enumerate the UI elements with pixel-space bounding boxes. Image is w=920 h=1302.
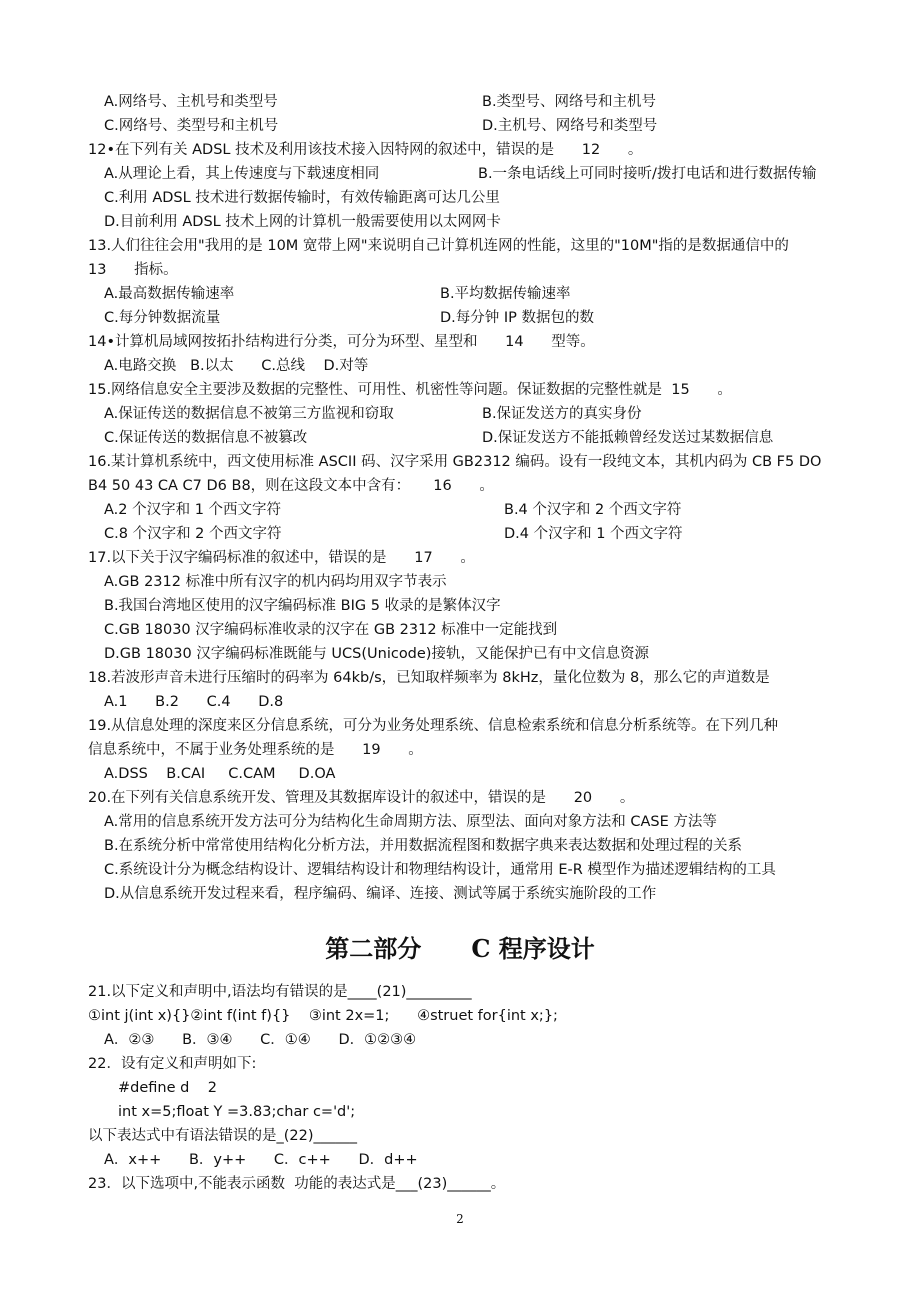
text-line: B.我国台湾地区使用的汉字编码标准 BIG 5 收录的是繁体汉字 bbox=[104, 598, 501, 614]
text-line: A.从理论上看，其上传速度与下载速度相同 bbox=[104, 166, 380, 182]
text-line: 17.以下关于汉字编码标准的叙述中，错误的是 17 。 bbox=[88, 550, 475, 566]
text-line: ①int j(int x){}②int f(int f){} ③int 2x=1; ④struet for{int x;}; bbox=[88, 1008, 558, 1024]
text-line: 16.某计算机系统中，西文使用标准 ASCII 码、汉字采用 GB2312 编码。设有一段纯文本，其机内码为 CB F5 DO bbox=[88, 454, 822, 470]
text-line: D.目前利用 ADSL 技术上网的计算机一般需要使用以太网网卡 bbox=[104, 214, 501, 230]
text-line: C.GB 18030 汉字编码标准收录的汉字在 GB 2312 标准中一定能找到 bbox=[104, 622, 558, 638]
text-line: 19.从信息处理的深度来区分信息系统，可分为业务处理系统、信息检索系统和信息分析系统等。在下列几种 bbox=[88, 718, 779, 734]
text-line: D.每分钟 IP 数据包的数 bbox=[440, 310, 595, 326]
text-line: 以下表达式中有语法错误的是_(22)______ bbox=[88, 1128, 358, 1144]
text-line: 15.网络信息安全主要涉及数据的完整性、可用性、机密性等问题。保证数据的完整性就是 15 。 bbox=[88, 382, 732, 398]
text-line: A．x++ B．y++ C．c++ D．d++ bbox=[104, 1152, 418, 1168]
text-line: D.GB 18030 汉字编码标准既能与 UCS(Unicode)接轨，又能保护已有中文信息资源 bbox=[104, 646, 649, 662]
text-line: A.常用的信息系统开发方法可分为结构化生命周期方法、原型法、面向对象方法和 CASE 方法等 bbox=[104, 814, 717, 830]
text-line: 20.在下列有关信息系统开发、管理及其数据库设计的叙述中，错误的是 20 。 bbox=[88, 790, 635, 806]
text-line: B.平均数据传输速率 bbox=[440, 286, 571, 302]
text-line: A.保证传送的数据信息不被第三方监视和窃取 bbox=[104, 406, 394, 422]
text-line: B.在系统分析中常常使用结构化分析方法，并用数据流程图和数据字典来表达数据和处理过程的关系 bbox=[104, 838, 743, 854]
text-line: 信息系统中，不属于业务处理系统的是 19 。 bbox=[88, 742, 423, 758]
text-line: B.类型号、网络号和主机号 bbox=[482, 94, 657, 110]
text-line: A.电路交换 B.以太 C.总线 D.对等 bbox=[104, 358, 369, 374]
text-line: A.网络号、主机号和类型号 bbox=[104, 94, 278, 110]
text-line: D.主机号、网络号和类型号 bbox=[482, 118, 658, 134]
text-line: #define d 2 bbox=[118, 1080, 217, 1096]
text-line: D.4 个汉字和 1 个西文字符 bbox=[504, 526, 683, 542]
text-line: 12•在下列有关 ADSL 技术及利用该技术接入因特网的叙述中，错误的是 12 。 bbox=[88, 142, 643, 158]
text-line: B.保证发送方的真实身份 bbox=[482, 406, 642, 422]
text-line: C.每分钟数据流量 bbox=[104, 310, 221, 326]
text-line: 13.人们往往会用"我用的是 10M 宽带上网"来说明自己计算机连网的性能，这里的"10M"指的是数据通信中的 bbox=[88, 238, 789, 254]
text-line: A.2 个汉字和 1 个西文字符 bbox=[104, 502, 282, 518]
text-line: C.利用 ADSL 技术进行数据传输时，有效传输距离可达几公里 bbox=[104, 190, 500, 206]
text-line: B4 50 43 CA C7 D6 B8，则在这段文本中含有： 16 。 bbox=[88, 478, 494, 494]
page-number: 2 bbox=[456, 1212, 464, 1226]
text-line: int x=5;float Y =3.83;char c='d'; bbox=[118, 1104, 356, 1120]
text-line: B.一条电话线上可同时接听/拨打电话和进行数据传输 bbox=[478, 166, 817, 182]
text-line: 21.以下定义和声明中,语法均有错误的是____(21)_________ bbox=[88, 984, 472, 1000]
text-line: 22．设有定义和声明如下: bbox=[88, 1056, 257, 1072]
text-line: C.系统设计分为概念结构设计、逻辑结构设计和物理结构设计，通常用 E-R 模型作为描述逻辑结构的工具 bbox=[104, 862, 776, 878]
text-line: D.保证发送方不能抵赖曾经发送过某数据信息 bbox=[482, 430, 774, 446]
text-line: D.从信息系统开发过程来看，程序编码、编译、连接、测试等属于系统实施阶段的工作 bbox=[104, 886, 657, 902]
text-line: A.最高数据传输速率 bbox=[104, 286, 235, 302]
text-line: C.8 个汉字和 2 个西文字符 bbox=[104, 526, 282, 542]
text-line: 23．以下选项中,不能表示函数 功能的表达式是___(23)______。 bbox=[88, 1176, 506, 1192]
text-line: A.DSS B.CAI C.CAM D.OA bbox=[104, 766, 336, 782]
section-title: 第二部分 C 程序设计 bbox=[325, 934, 595, 963]
text-line: B.4 个汉字和 2 个西文字符 bbox=[504, 502, 682, 518]
text-line: C.保证传送的数据信息不被篡改 bbox=[104, 430, 308, 446]
text-line: A．②③ B．③④ C．①④ D．①②③④ bbox=[104, 1032, 417, 1048]
text-line: 18.若波形声音未进行压缩时的码率为 64kb/s，已知取样频率为 8kHz，量化位数为 8，那么它的声道数是 bbox=[88, 670, 770, 686]
text-line: A.GB 2312 标准中所有汉字的机内码均用双字节表示 bbox=[104, 574, 447, 590]
text-line: C.网络号、类型号和主机号 bbox=[104, 118, 279, 134]
text-line: 14•计算机局域网按拓扑结构进行分类，可分为环型、星型和 14 型等。 bbox=[88, 334, 595, 350]
text-line: 13 指标。 bbox=[88, 262, 178, 278]
text-line: A.1 B.2 C.4 D.8 bbox=[104, 694, 284, 710]
